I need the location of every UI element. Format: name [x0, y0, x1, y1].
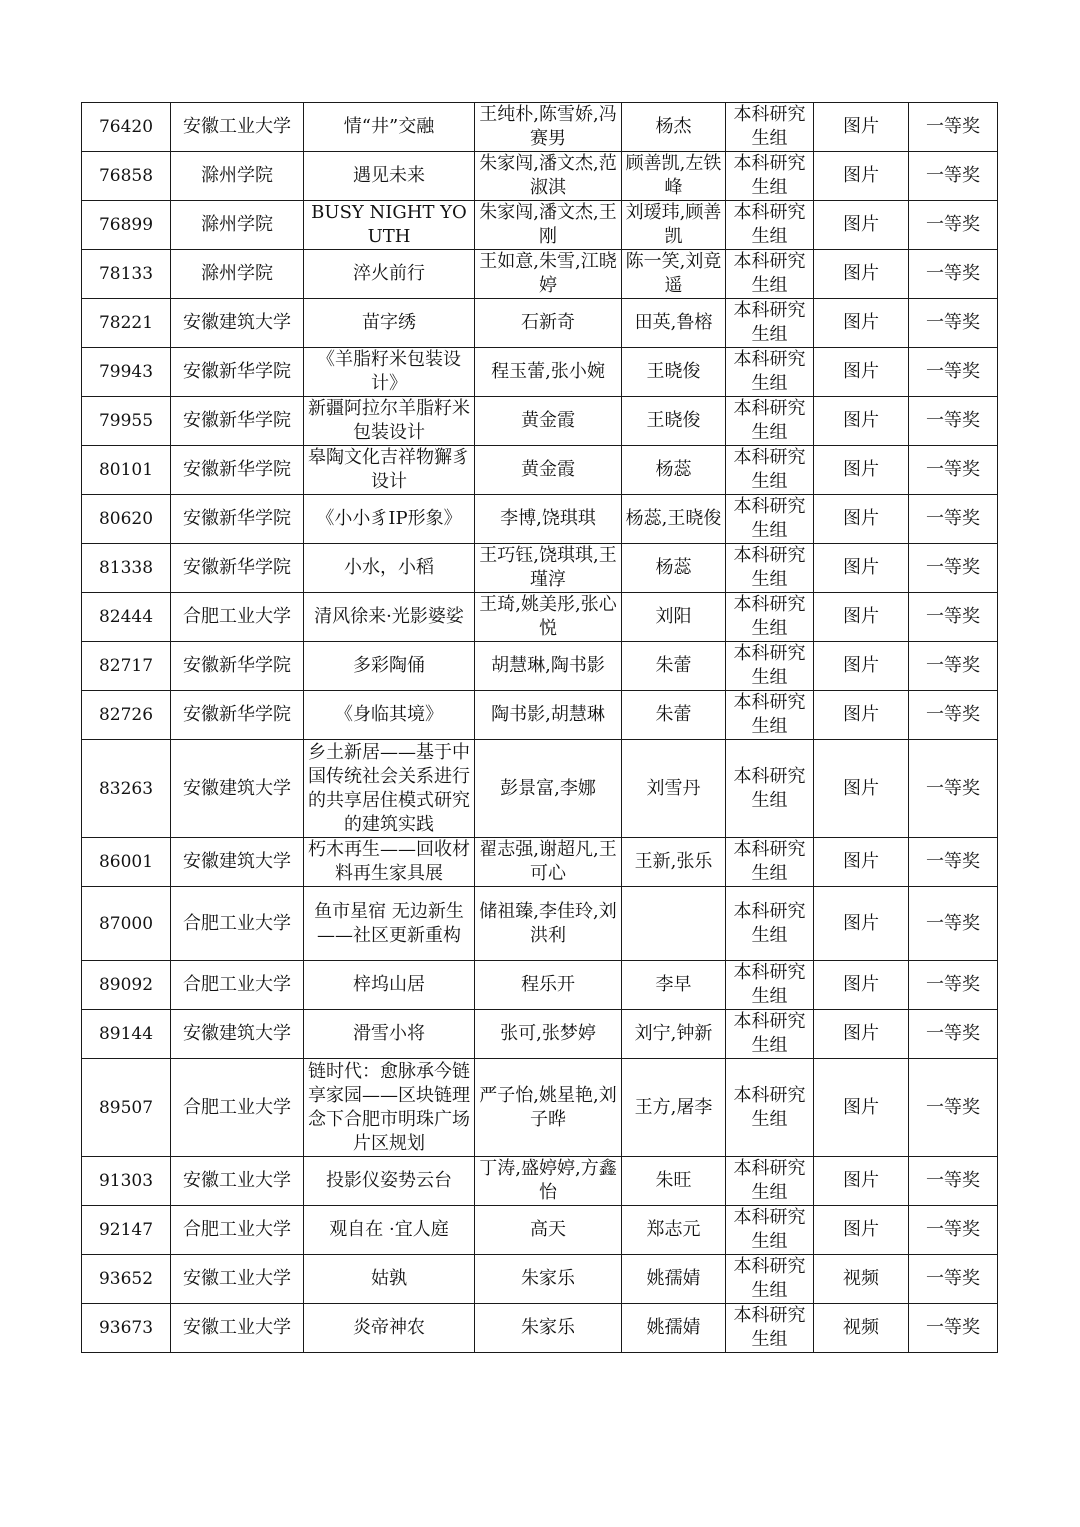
cell-work-type: 图片 [814, 593, 909, 642]
table-row [82, 593, 998, 642]
cell-work-type: 图片 [814, 446, 909, 495]
cell-group: 本科研究生组 [726, 299, 814, 348]
cell-work-type: 图片 [814, 201, 909, 250]
table-row [82, 544, 998, 593]
cell-advisor: 朱旺 [622, 1157, 726, 1206]
cell-advisor: 顾善凯,左铁峰 [622, 152, 726, 201]
cell-award: 一等奖 [909, 299, 998, 348]
cell-authors: 储祖臻,李佳玲,刘洪利 [475, 887, 622, 961]
cell-work-title: 《羊脂籽米包装设计》 [304, 348, 475, 397]
cell-school: 安徽建筑大学 [171, 740, 304, 838]
cell-authors: 朱家闯,潘文杰,范淑淇 [475, 152, 622, 201]
cell-advisor: 朱蕾 [622, 642, 726, 691]
table-row [82, 1206, 998, 1255]
cell-entry-id: 82726 [82, 691, 171, 740]
cell-work-type: 图片 [814, 642, 909, 691]
cell-school: 安徽新华学院 [171, 348, 304, 397]
table-row [82, 299, 998, 348]
cell-authors: 高天 [475, 1206, 622, 1255]
table-row [82, 103, 998, 152]
cell-work-title: 链时代：愈脉承今链享家园——区块链理念下合肥市明珠广场片区规划 [304, 1059, 475, 1157]
cell-work-type: 图片 [814, 691, 909, 740]
cell-work-title: 皋陶文化吉祥物獬豸设计 [304, 446, 475, 495]
cell-award: 一等奖 [909, 1059, 998, 1157]
cell-authors: 王纯朴,陈雪娇,冯赛男 [475, 103, 622, 152]
cell-group: 本科研究生组 [726, 1206, 814, 1255]
cell-entry-id: 78133 [82, 250, 171, 299]
cell-group: 本科研究生组 [726, 348, 814, 397]
cell-school: 滁州学院 [171, 201, 304, 250]
cell-group: 本科研究生组 [726, 103, 814, 152]
cell-work-title: 多彩陶俑 [304, 642, 475, 691]
cell-work-type: 图片 [814, 1157, 909, 1206]
cell-award: 一等奖 [909, 887, 998, 961]
cell-award: 一等奖 [909, 544, 998, 593]
cell-school: 安徽新华学院 [171, 642, 304, 691]
cell-group: 本科研究生组 [726, 593, 814, 642]
table-row [82, 1059, 998, 1157]
cell-authors: 朱家闯,潘文杰,王刚 [475, 201, 622, 250]
cell-work-title: 小水，小稻 [304, 544, 475, 593]
cell-authors: 彭景富,李娜 [475, 740, 622, 838]
cell-school: 安徽建筑大学 [171, 838, 304, 887]
cell-entry-id: 78221 [82, 299, 171, 348]
cell-award: 一等奖 [909, 961, 998, 1010]
cell-award: 一等奖 [909, 446, 998, 495]
cell-authors: 严子怡,姚星艳,刘子晔 [475, 1059, 622, 1157]
table-row [82, 642, 998, 691]
cell-authors: 李博,饶琪琪 [475, 495, 622, 544]
cell-school: 安徽新华学院 [171, 446, 304, 495]
cell-award: 一等奖 [909, 691, 998, 740]
cell-school: 合肥工业大学 [171, 593, 304, 642]
cell-work-title: 乡土新居——基于中国传统社会关系进行的共享居住模式研究的建筑实践 [304, 740, 475, 838]
cell-school: 安徽新华学院 [171, 495, 304, 544]
cell-entry-id: 79955 [82, 397, 171, 446]
table-row [82, 250, 998, 299]
cell-work-type: 图片 [814, 887, 909, 961]
cell-work-type: 图片 [814, 299, 909, 348]
cell-work-type: 图片 [814, 1206, 909, 1255]
cell-work-title: 滑雪小将 [304, 1010, 475, 1059]
cell-work-type: 视频 [814, 1255, 909, 1304]
cell-award: 一等奖 [909, 838, 998, 887]
cell-advisor: 王方,屠李 [622, 1059, 726, 1157]
cell-work-title: 炎帝神农 [304, 1304, 475, 1353]
cell-advisor: 杨蕊 [622, 446, 726, 495]
cell-authors: 翟志强,谢超凡,王可心 [475, 838, 622, 887]
cell-school: 合肥工业大学 [171, 887, 304, 961]
table-row [82, 1157, 998, 1206]
cell-school: 安徽新华学院 [171, 544, 304, 593]
cell-entry-id: 80620 [82, 495, 171, 544]
cell-entry-id: 81338 [82, 544, 171, 593]
cell-authors: 石新奇 [475, 299, 622, 348]
cell-school: 合肥工业大学 [171, 961, 304, 1010]
cell-work-title: 情“井”交融 [304, 103, 475, 152]
cell-work-title: 《小小豸IP形象》 [304, 495, 475, 544]
cell-advisor [622, 887, 726, 961]
cell-school: 滁州学院 [171, 250, 304, 299]
cell-work-type: 图片 [814, 961, 909, 1010]
cell-entry-id: 86001 [82, 838, 171, 887]
cell-group: 本科研究生组 [726, 446, 814, 495]
cell-advisor: 姚孺婧 [622, 1255, 726, 1304]
table-row [82, 961, 998, 1010]
cell-award: 一等奖 [909, 348, 998, 397]
cell-work-title: 苗字绣 [304, 299, 475, 348]
cell-authors: 王巧钰,饶琪琪,王瑾淳 [475, 544, 622, 593]
cell-work-title: BUSY NIGHT YOUTH [304, 201, 475, 250]
cell-award: 一等奖 [909, 397, 998, 446]
table-row [82, 348, 998, 397]
cell-entry-id: 80101 [82, 446, 171, 495]
awards-table [81, 102, 998, 1353]
cell-work-type: 图片 [814, 838, 909, 887]
table-row [82, 1255, 998, 1304]
cell-entry-id: 89092 [82, 961, 171, 1010]
cell-group: 本科研究生组 [726, 495, 814, 544]
table-row [82, 740, 998, 838]
cell-award: 一等奖 [909, 642, 998, 691]
cell-award: 一等奖 [909, 1206, 998, 1255]
cell-work-title: 《身临其境》 [304, 691, 475, 740]
table-row [82, 887, 998, 961]
cell-group: 本科研究生组 [726, 544, 814, 593]
cell-work-title: 朽木再生——回收材料再生家具展 [304, 838, 475, 887]
cell-award: 一等奖 [909, 593, 998, 642]
cell-advisor: 刘瑷玮,顾善凯 [622, 201, 726, 250]
cell-authors: 陶书影,胡慧琳 [475, 691, 622, 740]
cell-work-type: 图片 [814, 348, 909, 397]
table-row [82, 152, 998, 201]
cell-work-type: 图片 [814, 1010, 909, 1059]
cell-group: 本科研究生组 [726, 1157, 814, 1206]
cell-group: 本科研究生组 [726, 887, 814, 961]
cell-award: 一等奖 [909, 152, 998, 201]
cell-school: 合肥工业大学 [171, 1059, 304, 1157]
cell-work-type: 图片 [814, 1059, 909, 1157]
cell-school: 安徽工业大学 [171, 1157, 304, 1206]
cell-group: 本科研究生组 [726, 1304, 814, 1353]
cell-work-title: 清风徐来·光影婆娑 [304, 593, 475, 642]
cell-advisor: 朱蕾 [622, 691, 726, 740]
cell-advisor: 杨杰 [622, 103, 726, 152]
cell-work-title: 鱼市星宿 无边新生——社区更新重构 [304, 887, 475, 961]
cell-group: 本科研究生组 [726, 961, 814, 1010]
cell-entry-id: 91303 [82, 1157, 171, 1206]
cell-award: 一等奖 [909, 1157, 998, 1206]
cell-work-title: 投影仪姿势云台 [304, 1157, 475, 1206]
cell-work-type: 视频 [814, 1304, 909, 1353]
cell-work-title: 新疆阿拉尔羊脂籽米包装设计 [304, 397, 475, 446]
cell-advisor: 郑志元 [622, 1206, 726, 1255]
cell-school: 安徽工业大学 [171, 1304, 304, 1353]
cell-award: 一等奖 [909, 1255, 998, 1304]
cell-advisor: 姚孺婧 [622, 1304, 726, 1353]
cell-group: 本科研究生组 [726, 201, 814, 250]
table-row [82, 446, 998, 495]
cell-authors: 程玉蕾,张小婉 [475, 348, 622, 397]
table-row [82, 838, 998, 887]
cell-school: 合肥工业大学 [171, 1206, 304, 1255]
cell-advisor: 杨蕊 [622, 544, 726, 593]
cell-award: 一等奖 [909, 250, 998, 299]
cell-work-title: 淬火前行 [304, 250, 475, 299]
cell-entry-id: 93673 [82, 1304, 171, 1353]
cell-work-type: 图片 [814, 103, 909, 152]
cell-advisor: 李早 [622, 961, 726, 1010]
table-row [82, 495, 998, 544]
cell-school: 安徽建筑大学 [171, 299, 304, 348]
table-row [82, 691, 998, 740]
cell-entry-id: 82717 [82, 642, 171, 691]
cell-group: 本科研究生组 [726, 397, 814, 446]
cell-advisor: 刘阳 [622, 593, 726, 642]
cell-work-type: 图片 [814, 152, 909, 201]
cell-school: 安徽工业大学 [171, 103, 304, 152]
cell-group: 本科研究生组 [726, 152, 814, 201]
cell-award: 一等奖 [909, 1010, 998, 1059]
cell-authors: 黄金霞 [475, 397, 622, 446]
cell-award: 一等奖 [909, 740, 998, 838]
cell-work-type: 图片 [814, 740, 909, 838]
cell-group: 本科研究生组 [726, 1059, 814, 1157]
cell-group: 本科研究生组 [726, 250, 814, 299]
cell-award: 一等奖 [909, 201, 998, 250]
cell-entry-id: 79943 [82, 348, 171, 397]
cell-group: 本科研究生组 [726, 1255, 814, 1304]
cell-entry-id: 76899 [82, 201, 171, 250]
cell-work-title: 遇见未来 [304, 152, 475, 201]
cell-group: 本科研究生组 [726, 740, 814, 838]
cell-work-type: 图片 [814, 544, 909, 593]
table-row [82, 201, 998, 250]
cell-entry-id: 76420 [82, 103, 171, 152]
table-row [82, 397, 998, 446]
cell-school: 滁州学院 [171, 152, 304, 201]
cell-award: 一等奖 [909, 1304, 998, 1353]
awards-body [82, 103, 998, 1353]
cell-advisor: 王晓俊 [622, 397, 726, 446]
cell-award: 一等奖 [909, 495, 998, 544]
cell-entry-id: 87000 [82, 887, 171, 961]
cell-school: 安徽新华学院 [171, 397, 304, 446]
cell-work-title: 姑孰 [304, 1255, 475, 1304]
cell-entry-id: 89144 [82, 1010, 171, 1059]
cell-advisor: 刘宁,钟新 [622, 1010, 726, 1059]
cell-group: 本科研究生组 [726, 691, 814, 740]
cell-advisor: 王晓俊 [622, 348, 726, 397]
cell-entry-id: 82444 [82, 593, 171, 642]
cell-advisor: 杨蕊,王晓俊 [622, 495, 726, 544]
cell-school: 安徽建筑大学 [171, 1010, 304, 1059]
cell-work-type: 图片 [814, 250, 909, 299]
cell-work-title: 梓坞山居 [304, 961, 475, 1010]
cell-school: 安徽工业大学 [171, 1255, 304, 1304]
cell-work-type: 图片 [814, 495, 909, 544]
table-row [82, 1304, 998, 1353]
cell-advisor: 田英,鲁榕 [622, 299, 726, 348]
cell-authors: 朱家乐 [475, 1255, 622, 1304]
cell-authors: 张可,张梦婷 [475, 1010, 622, 1059]
cell-group: 本科研究生组 [726, 1010, 814, 1059]
cell-advisor: 陈一笑,刘竟遥 [622, 250, 726, 299]
cell-authors: 王如意,朱雪,江晓婷 [475, 250, 622, 299]
cell-authors: 黄金霞 [475, 446, 622, 495]
cell-entry-id: 93652 [82, 1255, 171, 1304]
cell-work-title: 观自在 ·宜人庭 [304, 1206, 475, 1255]
cell-authors: 程乐开 [475, 961, 622, 1010]
cell-advisor: 刘雪丹 [622, 740, 726, 838]
cell-authors: 丁涛,盛婷婷,方鑫怡 [475, 1157, 622, 1206]
cell-entry-id: 92147 [82, 1206, 171, 1255]
cell-authors: 王琦,姚美彤,张心悦 [475, 593, 622, 642]
cell-advisor: 王新,张乐 [622, 838, 726, 887]
cell-entry-id: 89507 [82, 1059, 171, 1157]
cell-group: 本科研究生组 [726, 642, 814, 691]
table-row [82, 1010, 998, 1059]
cell-school: 安徽新华学院 [171, 691, 304, 740]
cell-award: 一等奖 [909, 103, 998, 152]
cell-entry-id: 83263 [82, 740, 171, 838]
cell-entry-id: 76858 [82, 152, 171, 201]
cell-work-type: 图片 [814, 397, 909, 446]
cell-authors: 胡慧琳,陶书影 [475, 642, 622, 691]
cell-authors: 朱家乐 [475, 1304, 622, 1353]
cell-group: 本科研究生组 [726, 838, 814, 887]
